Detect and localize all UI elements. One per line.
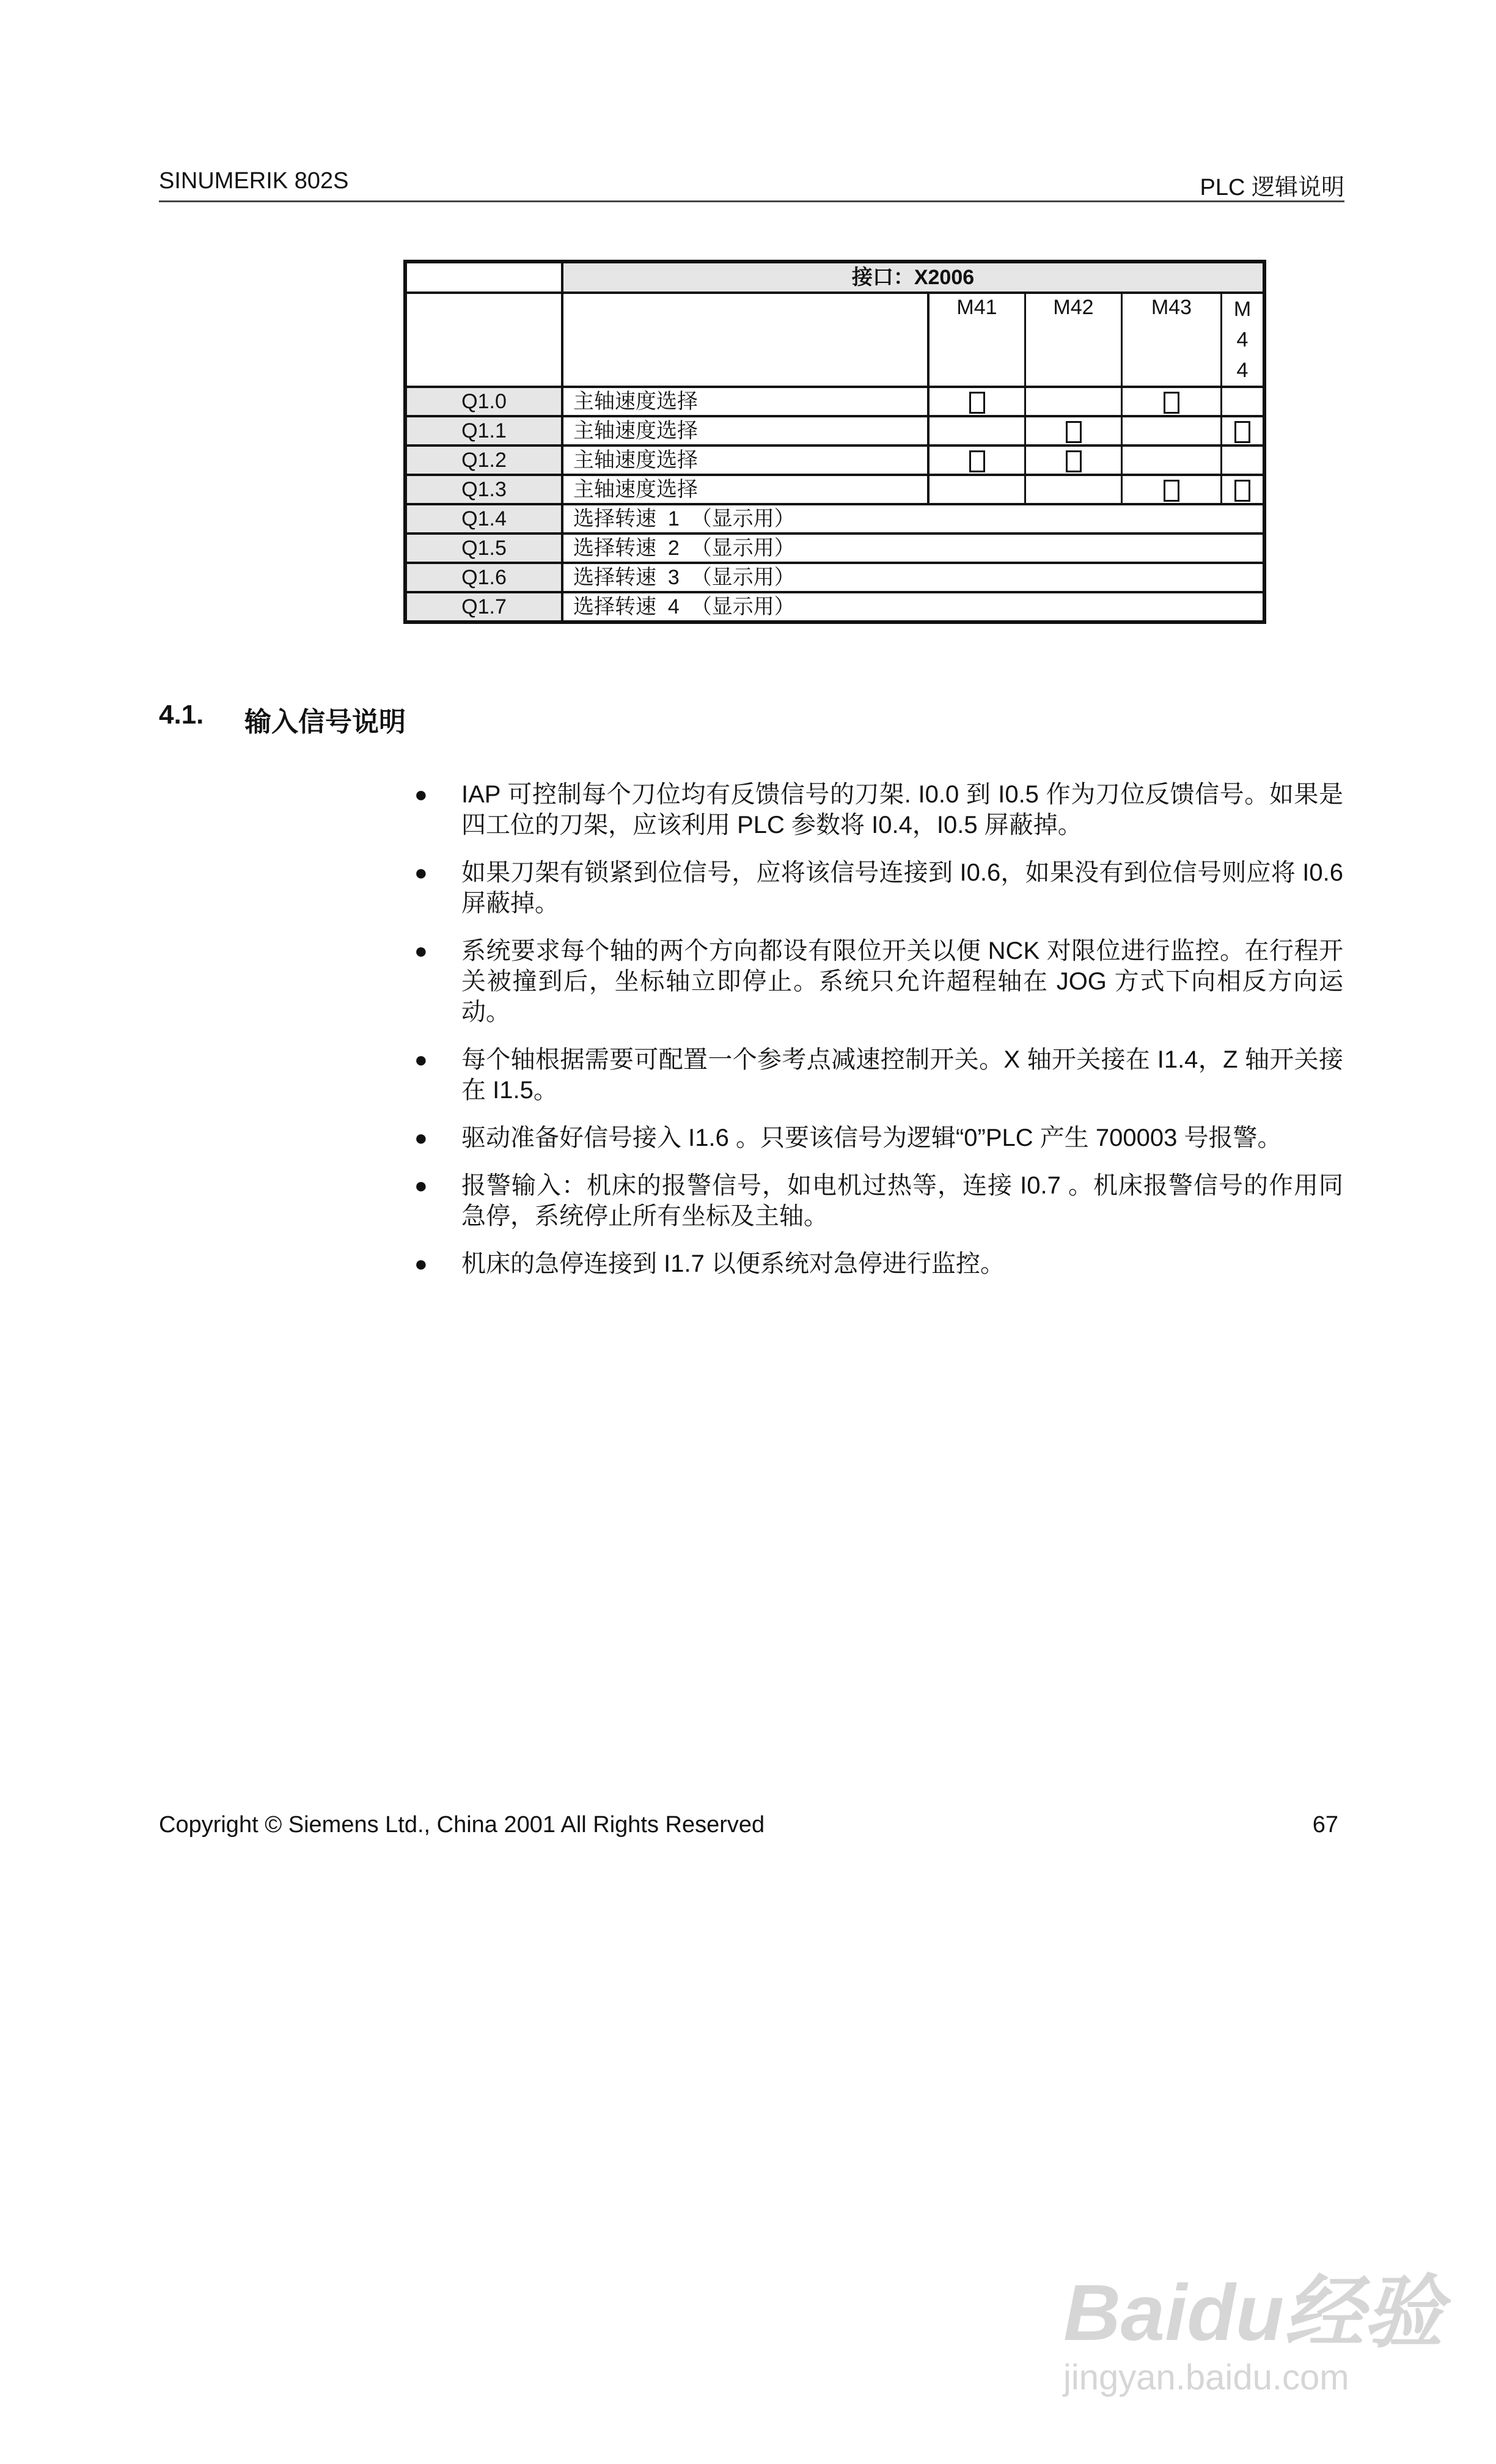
page-number: 67 xyxy=(1312,1812,1338,1838)
checkbox-square-icon xyxy=(1164,392,1179,414)
list-item-text: 如果刀架有锁紧到位信号，应将该信号连接到 I0.6，如果没有到位信号则应将 I0.6 屏蔽掉。 xyxy=(461,859,1343,917)
description-cell: 选择转速 4 （显示用） xyxy=(562,592,1264,622)
list-item xyxy=(414,1123,1343,1153)
list-item-text: 报警输入：机床的报警信号，如电机过热等，连接 I0.7 。机床报警信号的作用同急停，系统停止所有坐标及主轴。 xyxy=(461,1172,1343,1230)
description-cell: 选择转速 3 （显示用） xyxy=(562,563,1264,592)
mark-cell xyxy=(1122,387,1222,416)
output-signal-table xyxy=(403,260,1266,624)
col-m43: M43 xyxy=(1122,293,1222,387)
list-item xyxy=(414,1170,1343,1231)
address-cell: Q1.4 xyxy=(405,504,562,534)
list-item xyxy=(414,936,1343,1027)
mark-cell xyxy=(1122,416,1222,446)
mark-cell xyxy=(1222,475,1265,504)
bullet-icon: ● xyxy=(414,782,428,807)
bullet-icon: ● xyxy=(414,1173,428,1198)
col-m41: M41 xyxy=(928,293,1025,387)
checkbox-square-icon xyxy=(1066,450,1082,472)
table-row xyxy=(405,446,1264,475)
mark-cell xyxy=(1025,446,1122,475)
mark-cell xyxy=(1025,387,1122,416)
mark-cell xyxy=(1222,446,1265,475)
bullet-icon: ● xyxy=(414,1251,428,1276)
description-cell: 选择转速 2 （显示用） xyxy=(562,534,1264,563)
description-cell: 主轴速度选择 xyxy=(562,475,928,504)
col-m44: M 4 4 xyxy=(1222,293,1265,387)
footer-copyright: Copyright © Siemens Ltd., China 2001 All Rights Reserved xyxy=(159,1812,765,1838)
address-cell: Q1.2 xyxy=(405,446,562,475)
description-cell: 主轴速度选择 xyxy=(562,416,928,446)
address-cell: Q1.7 xyxy=(405,592,562,622)
mark-cell xyxy=(1222,416,1265,446)
checkbox-square-icon xyxy=(969,392,985,414)
list-item-text: 系统要求每个轴的两个方向都设有限位开关以便 NCK 对限位进行监控。在行程开关被撞到后，坐标轴立即停止。系统只允许超程轴在 JOG 方式下向相反方向运动。 xyxy=(461,937,1343,1025)
mark-cell xyxy=(1122,446,1222,475)
address-cell: Q1.1 xyxy=(405,416,562,446)
header-right: PLC 逻辑说明 xyxy=(1200,175,1344,200)
checkbox-square-icon xyxy=(969,450,985,472)
table-row xyxy=(405,592,1264,622)
list-item xyxy=(414,1044,1343,1106)
baidu-watermark-logo: Baidu经验 jingyan.baidu.com xyxy=(1063,2268,1443,2397)
list-item-text: 机床的急停连接到 I1.7 以便系统对急停进行监控。 xyxy=(461,1250,1005,1277)
list-item-text: 驱动准备好信号接入 I1.6 。只要该信号为逻辑“0”PLC 产生 700003 号报警。 xyxy=(461,1124,1282,1151)
address-cell: Q1.5 xyxy=(405,534,562,563)
table-row xyxy=(405,534,1264,563)
col-m42: M42 xyxy=(1025,293,1122,387)
address-cell: Q1.3 xyxy=(405,475,562,504)
list-item xyxy=(414,779,1343,840)
bullet-icon: ● xyxy=(414,1047,428,1072)
mark-cell xyxy=(1222,387,1265,416)
checkbox-square-icon xyxy=(1234,421,1250,443)
list-item xyxy=(414,1248,1343,1279)
description-cell: 主轴速度选择 xyxy=(562,387,928,416)
table-row xyxy=(405,475,1264,504)
header-rule xyxy=(159,200,1344,202)
mark-cell xyxy=(928,416,1025,446)
bullet-icon: ● xyxy=(414,1125,428,1150)
mark-cell xyxy=(1025,475,1122,504)
list-item-text: 每个轴根据需要可配置一个参考点减速控制开关。X 轴开关接在 I1.4，Z 轴开关接在 I1.5。 xyxy=(461,1046,1343,1104)
mark-cell xyxy=(1122,475,1222,504)
mark-cell xyxy=(928,475,1025,504)
bullet-list xyxy=(414,779,1343,1296)
checkbox-square-icon xyxy=(1234,480,1250,502)
mark-cell xyxy=(1025,416,1122,446)
description-cell: 主轴速度选择 xyxy=(562,446,928,475)
bullet-icon: ● xyxy=(414,938,428,963)
list-item-text: IAP 可控制每个刀位均有反馈信号的刀架. I0.0 到 I0.5 作为刀位反馈信号。如果是四工位的刀架，应该利用 PLC 参数将 I0.4，I0.5 屏蔽掉。 xyxy=(461,781,1343,838)
interface-label: 接口：X2006 xyxy=(562,262,1264,293)
address-cell: Q1.6 xyxy=(405,563,562,592)
table-row xyxy=(405,387,1264,416)
section-number: 4.1. xyxy=(159,700,204,730)
address-cell: Q1.0 xyxy=(405,387,562,416)
header-left: SINUMERIK 802S xyxy=(159,168,349,194)
table-row xyxy=(405,504,1264,534)
description-cell: 选择转速 1 （显示用） xyxy=(562,504,1264,534)
checkbox-square-icon xyxy=(1164,480,1179,502)
table-row xyxy=(405,563,1264,592)
table-row xyxy=(405,416,1264,446)
section-title: 输入信号说明 xyxy=(244,707,406,737)
mark-cell xyxy=(928,387,1025,416)
checkbox-square-icon xyxy=(1066,421,1082,443)
bullet-icon: ● xyxy=(414,860,428,885)
list-item xyxy=(414,857,1343,919)
mark-cell xyxy=(928,446,1025,475)
